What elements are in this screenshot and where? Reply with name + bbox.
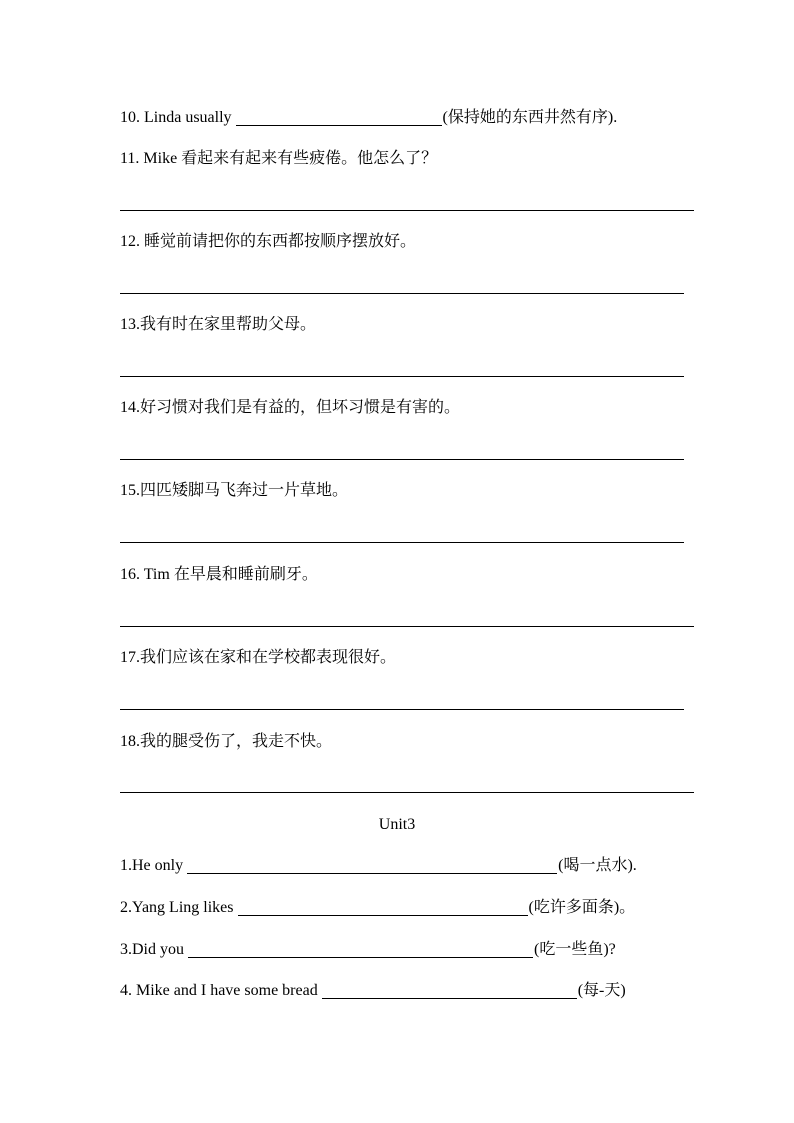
answer-line-17[interactable] (120, 709, 684, 710)
item-prompt: 18.我的腿受伤了，我走不快。 (120, 733, 333, 750)
exercise-item-11 (120, 148, 437, 170)
answer-blank[interactable] (187, 857, 557, 874)
unit3-item-3 (120, 939, 616, 961)
answer-line-11[interactable] (120, 210, 694, 211)
exercise-item-12 (120, 231, 416, 253)
exercise-item-13 (120, 314, 316, 336)
item-prefix: 10. Linda usually (120, 109, 232, 126)
item-prefix: 4. Mike and I have some bread (120, 982, 318, 999)
answer-blank[interactable] (236, 109, 442, 126)
unit3-item-4 (120, 980, 626, 1002)
answer-line-13[interactable] (120, 376, 684, 377)
item-prompt: 12. 睡觉前请把你的东西都按顺序摆放好。 (120, 233, 417, 250)
answer-blank[interactable] (322, 982, 577, 999)
item-prompt: 11. Mike 看起来有起来有些疲倦。他怎么了？ (120, 150, 438, 167)
item-prefix: 1.He only (120, 857, 184, 874)
exercise-item-17 (120, 647, 396, 669)
item-hint: (吃一些鱼)? (534, 941, 616, 958)
item-prompt: 14.好习惯对我们是有益的，但坏习惯是有害的。 (120, 399, 461, 416)
item-hint: (吃许多面条)。 (528, 899, 636, 916)
item-prefix: 2.Yang Ling likes (120, 899, 234, 916)
answer-line-15[interactable] (120, 542, 684, 543)
item-hint: (保持她的东西井然有序). (442, 109, 618, 126)
item-prompt: 13.我有时在家里帮助父母。 (120, 316, 317, 333)
exercise-item-10 (120, 107, 617, 129)
item-prompt: 17.我们应该在家和在学校都表现很好。 (120, 649, 397, 666)
item-prefix: 3.Did you (120, 941, 184, 958)
answer-line-14[interactable] (120, 459, 684, 460)
exercise-item-16 (120, 564, 318, 586)
exercise-item-15 (120, 480, 348, 502)
answer-line-12[interactable] (120, 293, 684, 294)
answer-blank[interactable] (238, 899, 528, 916)
answer-line-18[interactable] (120, 792, 694, 793)
unit3-item-2 (120, 897, 635, 919)
item-prompt: 16. Tim 在早晨和睡前刷牙。 (120, 566, 318, 583)
exercise-item-14 (120, 397, 460, 419)
section-heading-unit3: Unit3 (378, 816, 416, 833)
unit3-item-1 (120, 855, 637, 877)
item-hint: (每-天) (577, 982, 626, 999)
item-hint: (喝一点水). (558, 857, 637, 874)
item-prompt: 15.四匹矮脚马飞奔过一片草地。 (120, 482, 349, 499)
answer-blank[interactable] (188, 941, 533, 958)
answer-line-16[interactable] (120, 626, 694, 627)
exercise-item-18 (120, 731, 332, 753)
